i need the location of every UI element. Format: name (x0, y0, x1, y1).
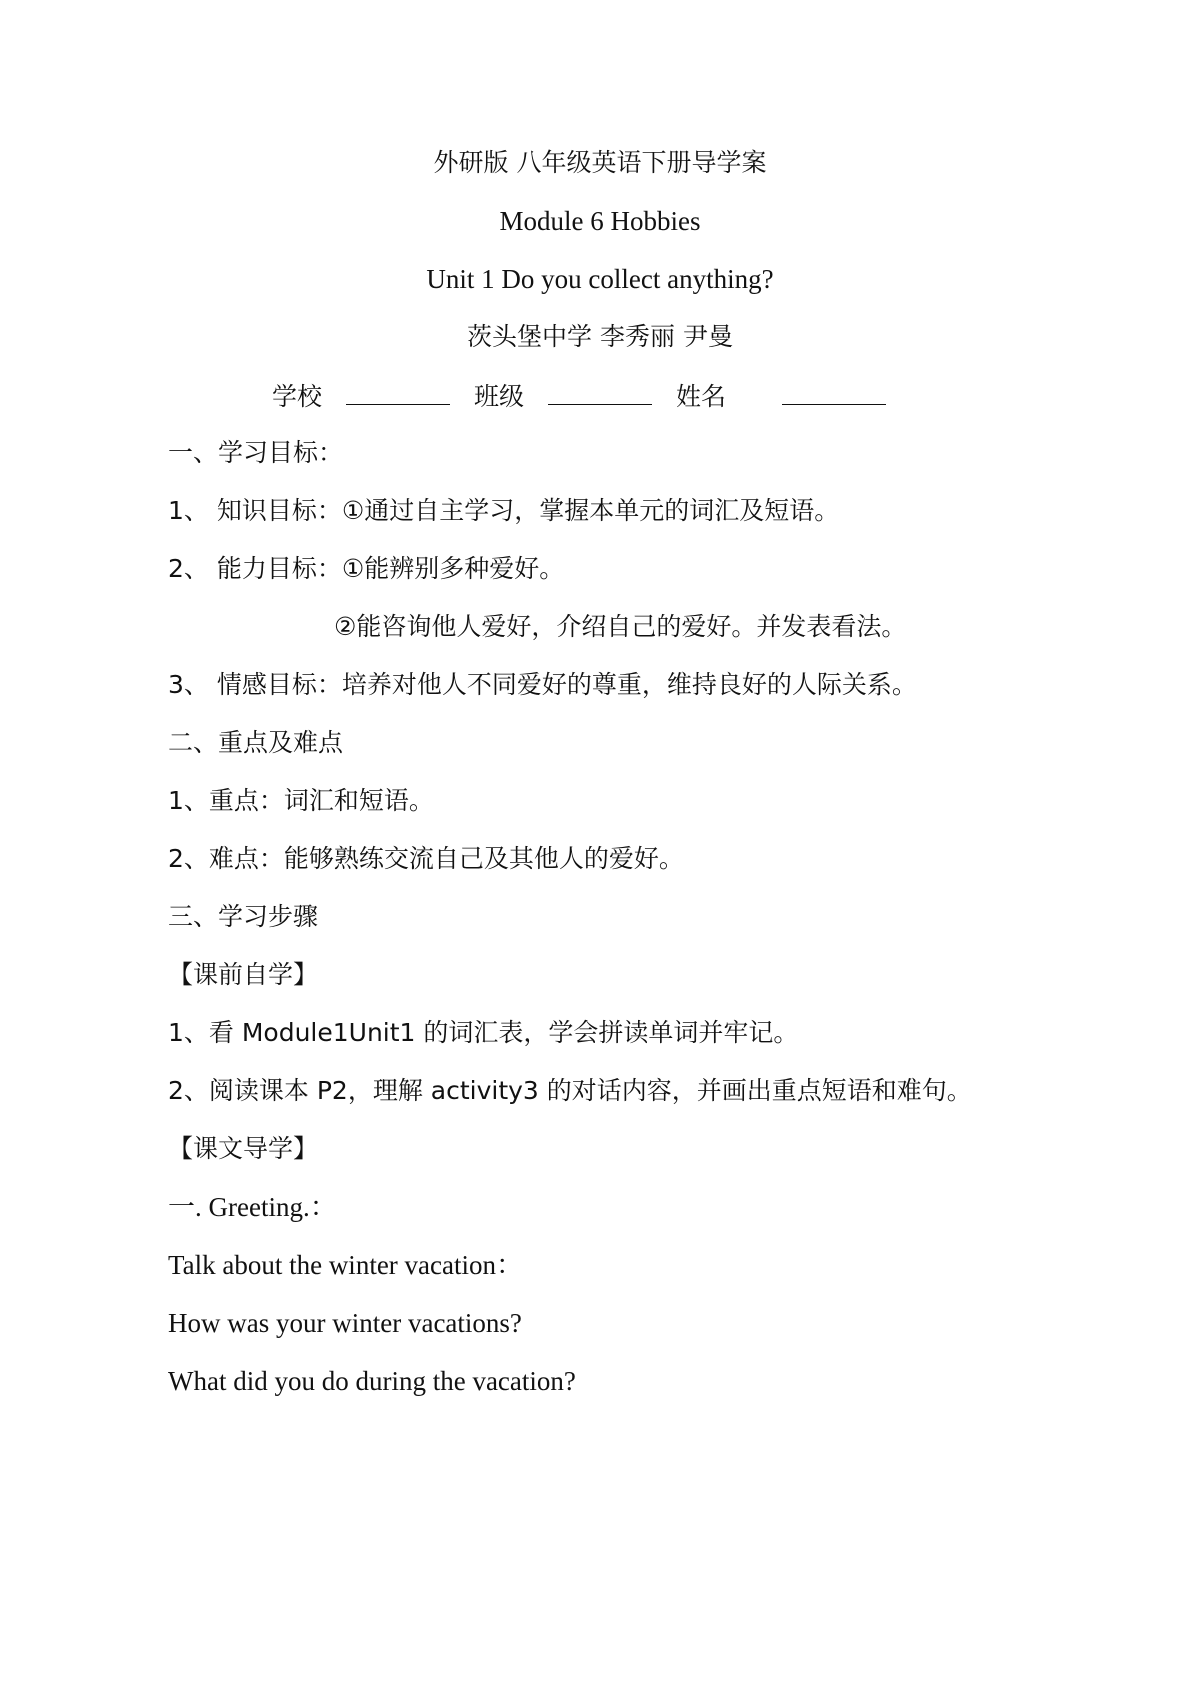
talk-about-line: Talk about the winter vacation： (168, 1250, 523, 1280)
greeting-line: 一. Greeting.： (168, 1192, 337, 1222)
class-blank[interactable] (548, 378, 652, 405)
guided-heading: 【课文导学】 (168, 1134, 319, 1163)
key-points-heading: 二、重点及难点 (168, 728, 344, 757)
objective-knowledge: 1、 知识目标：①通过自主学习，掌握本单元的词汇及短语。 (168, 496, 840, 525)
school-blank[interactable] (346, 378, 450, 405)
difficulty-item: 2、难点：能够熟练交流自己及其他人的爱好。 (168, 844, 684, 873)
authors-line: 茨头堡中学 李秀丽 尹曼 (467, 322, 733, 351)
preclass-heading: 【课前自学】 (168, 960, 319, 989)
objective-ability: 2、 能力目标：①能辨别多种爱好。 (168, 554, 565, 583)
info-row (272, 378, 892, 414)
question-line-2: What did you do during the vacation? (168, 1366, 576, 1396)
document-title: 外研版 八年级英语下册导学案 (433, 148, 767, 177)
key-point-item: 1、重点：词汇和短语。 (168, 786, 434, 815)
name-blank[interactable] (782, 378, 886, 405)
preclass-item-1: 1、看 Module1Unit1 的词汇表，学会拼读单词并牢记。 (168, 1018, 799, 1047)
steps-heading: 三、学习步骤 (168, 902, 319, 931)
objective-emotion: 3、 情感目标：培养对他人不同爱好的尊重，维持良好的人际关系。 (168, 670, 917, 699)
question-line-1: How was your winter vacations? (168, 1308, 522, 1338)
name-label: 姓名 (676, 382, 727, 411)
module-title: Module 6 Hobbies (499, 206, 701, 236)
objectives-heading: 一、学习目标： (168, 438, 344, 467)
objective-ability-2: ②能咨询他人爱好，介绍自己的爱好。并发表看法。 (334, 612, 907, 641)
class-label: 班级 (474, 382, 525, 411)
unit-title: Unit 1 Do you collect anything? (426, 264, 774, 294)
school-label: 学校 (272, 382, 323, 411)
preclass-item-2: 2、阅读课本 P2，理解 activity3 的对话内容，并画出重点短语和难句。 (168, 1076, 972, 1105)
